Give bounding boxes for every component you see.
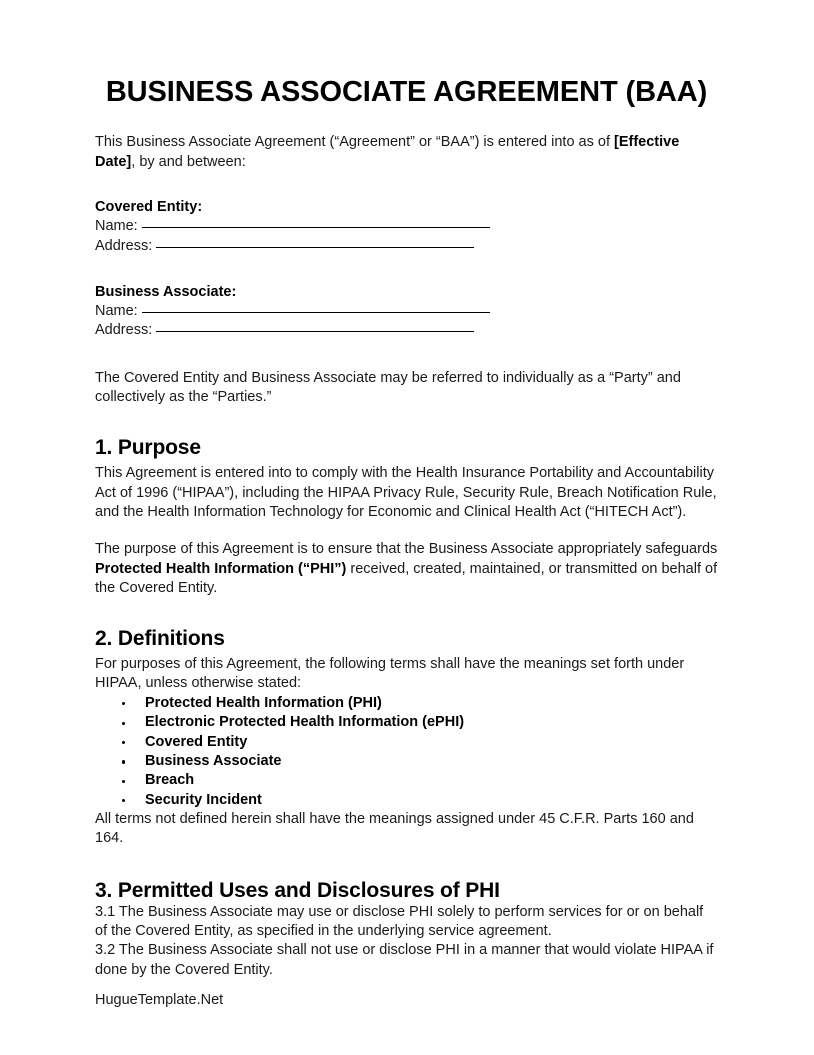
purpose-text-before: The purpose of this Agreement is to ensure that the Business Associate appropriately safeguards (95, 541, 718, 558)
purpose-paragraph-2 (95, 540, 718, 598)
business-associate-address-input[interactable] (156, 331, 474, 332)
purpose-text-after: received, created, maintained, or transmitted on behalf of the Covered Entity. (95, 560, 718, 596)
phi-definition-bold: Protected Health Information (“PHI”) (95, 560, 347, 577)
intro-paragraph (95, 109, 718, 172)
section-heading-permitted-uses: 3. Permitted Uses and Disclosures of PHI (95, 878, 500, 902)
purpose-paragraph-1: This Agreement is entered into to comply with the Health Insurance Portability and Accountability Act of 1996 (“HIPAA”), including the HIPAA Privacy Rule, Security Rule, Breach Notification Rule, and the Health Information Technology for Economic and Clinical Health Act (“HITECH Act”). (95, 465, 717, 520)
clause-3-2: 3.2 The Business Associate shall not use or disclose PHI in a manner that would violate HIPAA if done by the Covered Entity. (95, 942, 714, 978)
effective-date-placeholder: [Effective Date] (95, 134, 680, 170)
list-item-label: Covered Entity (145, 733, 248, 750)
bullet-dot-icon (122, 799, 125, 802)
covered-entity-name-label: Name: (95, 218, 138, 235)
intro-text-before: This Business Associate Agreement (“Agreement” or “BAA”) is entered into as of (95, 134, 615, 151)
footer-watermark: HugueTemplate.Net (95, 992, 224, 1008)
clause-3-1: 3.1 The Business Associate may use or disclose PHI solely to perform services for or on behalf of the Covered Entity, as specified in the underlying service agreement. (95, 903, 704, 940)
list-item-label: Security Incident (145, 791, 262, 808)
business-associate-name-label: Name: (95, 303, 138, 320)
parties-statement: The Covered Entity and Business Associate may be referred to individually as a “Party” and collectively as the “Parties.” (95, 369, 681, 406)
document-content (95, 0, 718, 980)
list-item-label: Electronic Protected Health Information (ePHI) (145, 714, 465, 731)
bullet-dot-icon (122, 760, 125, 763)
covered-entity-name-row (95, 217, 718, 236)
bullet-dot-icon (122, 702, 125, 705)
list-item (95, 694, 718, 713)
definitions-closing: All terms not defined herein shall have the meanings assigned under 45 C.F.R. Parts 160 and 164. (95, 811, 694, 847)
covered-entity-heading: Covered Entity: (95, 198, 203, 215)
covered-entity-block (95, 198, 718, 256)
intro-text-after: , by and between: (131, 153, 246, 170)
business-associate-heading: Business Associate: (95, 283, 237, 300)
covered-entity-address-input[interactable] (156, 247, 474, 248)
list-item-label: Business Associate (145, 752, 282, 769)
bullet-dot-icon (122, 722, 125, 725)
business-associate-name-row (95, 302, 718, 321)
covered-entity-name-input[interactable] (142, 227, 490, 228)
section-heading-definitions: 2. Definitions (95, 627, 225, 651)
list-item (95, 752, 718, 771)
list-item (95, 733, 718, 752)
section-heading-purpose: 1. Purpose (95, 436, 201, 460)
list-item-label: Breach (145, 772, 195, 789)
covered-entity-address-row (95, 237, 718, 256)
list-item-label: Protected Health Information (PHI) (145, 694, 382, 711)
definitions-intro: For purposes of this Agreement, the following terms shall have the meanings set forth under HIPAA, unless otherwise stated: (95, 656, 685, 692)
business-associate-address-row (95, 321, 718, 340)
covered-entity-address-label: Address: (95, 237, 153, 254)
definitions-list (95, 694, 718, 810)
bullet-dot-icon (122, 741, 125, 744)
list-item (95, 713, 718, 732)
list-item (95, 771, 718, 790)
business-associate-name-input[interactable] (142, 312, 490, 313)
business-associate-address-label: Address: (95, 322, 153, 339)
page-title: BUSINESS ASSOCIATE AGREEMENT (BAA) (105, 76, 708, 108)
bullet-dot-icon (122, 780, 125, 783)
business-associate-block (95, 283, 718, 341)
list-item (95, 791, 718, 810)
